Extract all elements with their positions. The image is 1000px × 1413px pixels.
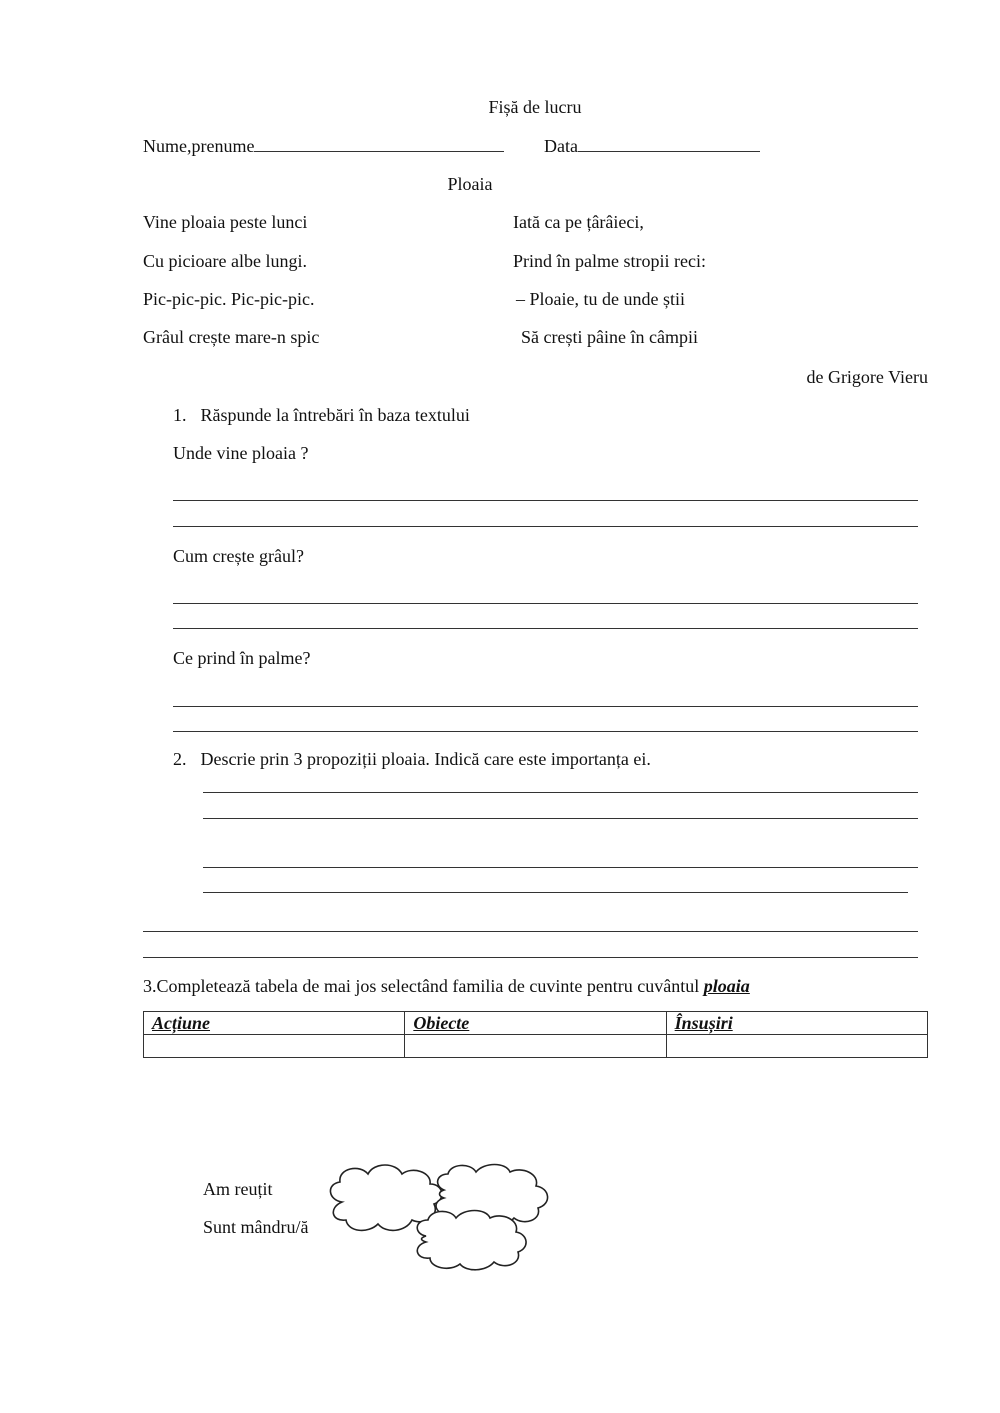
date-blank[interactable] [578, 137, 760, 152]
date-field[interactable] [544, 135, 760, 157]
poem-line-left-2: Cu picioare albe lungi. [143, 251, 307, 271]
poem-title: Ploaia [447, 174, 493, 194]
task3-instruction: 3.Completează tabela de mai jos selectând familia de cuvinte pentru cuvântul [143, 976, 700, 996]
cloud-icon[interactable] [417, 1211, 526, 1270]
poem-line-left-4: Grâul crește mare-n spic [143, 327, 320, 347]
column-header-actiune: Acțiune [144, 1012, 405, 1035]
table-header-row [144, 1012, 928, 1035]
table-cell-obiecte[interactable] [405, 1035, 666, 1058]
name-field[interactable] [143, 135, 504, 157]
task3-heading [143, 975, 750, 997]
answer-line[interactable] [173, 731, 918, 732]
poem-line-right-3: – Ploaie, tu de unde știi [516, 289, 685, 309]
poem-line-left-3: Pic-pic-pic. Pic-pic-pic. [143, 289, 315, 309]
self-eval-item-2: Sunt mândru/ă [203, 1217, 309, 1237]
date-label: Data [544, 136, 578, 156]
clouds-icon [320, 1150, 570, 1280]
task3-keyword: ploaia [703, 976, 750, 996]
question-3: Ce prind în palme? [173, 648, 311, 668]
worksheet-title: Fișă de lucru [488, 97, 582, 117]
task1-instruction: Răspunde la întrebări în baza textului [200, 405, 470, 425]
task1-heading [173, 404, 470, 426]
table-row [144, 1035, 928, 1058]
poem-line-right-2: Prind în palme stropii reci: [513, 251, 706, 271]
answer-line[interactable] [173, 628, 918, 629]
column-header-insusiri: Însușiri [666, 1012, 927, 1035]
poem-author: de Grigore Vieru [806, 367, 928, 387]
self-eval-item-1: Am reuțit [203, 1179, 273, 1199]
task1-number: 1. [173, 405, 187, 425]
answer-line[interactable] [203, 792, 918, 793]
answer-line[interactable] [173, 603, 918, 604]
table-cell-actiune[interactable] [144, 1035, 405, 1058]
answer-line[interactable] [203, 892, 908, 893]
column-header-obiecte: Obiecte [405, 1012, 666, 1035]
word-family-table [143, 1011, 928, 1058]
name-label: Nume,prenume [143, 136, 255, 156]
task2-instruction: Descrie prin 3 propoziții ploaia. Indică care este importanța ei. [200, 749, 651, 769]
task2-heading [173, 748, 651, 770]
answer-line[interactable] [143, 931, 918, 932]
question-1: Unde vine ploaia ? [173, 443, 309, 463]
answer-line[interactable] [203, 867, 918, 868]
answer-line[interactable] [173, 526, 918, 527]
name-blank[interactable] [254, 137, 504, 152]
question-2: Cum crește grâul? [173, 546, 304, 566]
answer-line[interactable] [203, 818, 918, 819]
answer-line[interactable] [173, 706, 918, 707]
answer-line[interactable] [173, 500, 918, 501]
poem-line-right-4: Să crești pâine în câmpii [521, 327, 698, 347]
poem-line-right-1: Iată ca pe țârâieci, [513, 212, 644, 232]
answer-line[interactable] [143, 957, 918, 958]
table-cell-insusiri[interactable] [666, 1035, 927, 1058]
poem-line-left-1: Vine ploaia peste lunci [143, 212, 308, 232]
task2-number: 2. [173, 749, 187, 769]
